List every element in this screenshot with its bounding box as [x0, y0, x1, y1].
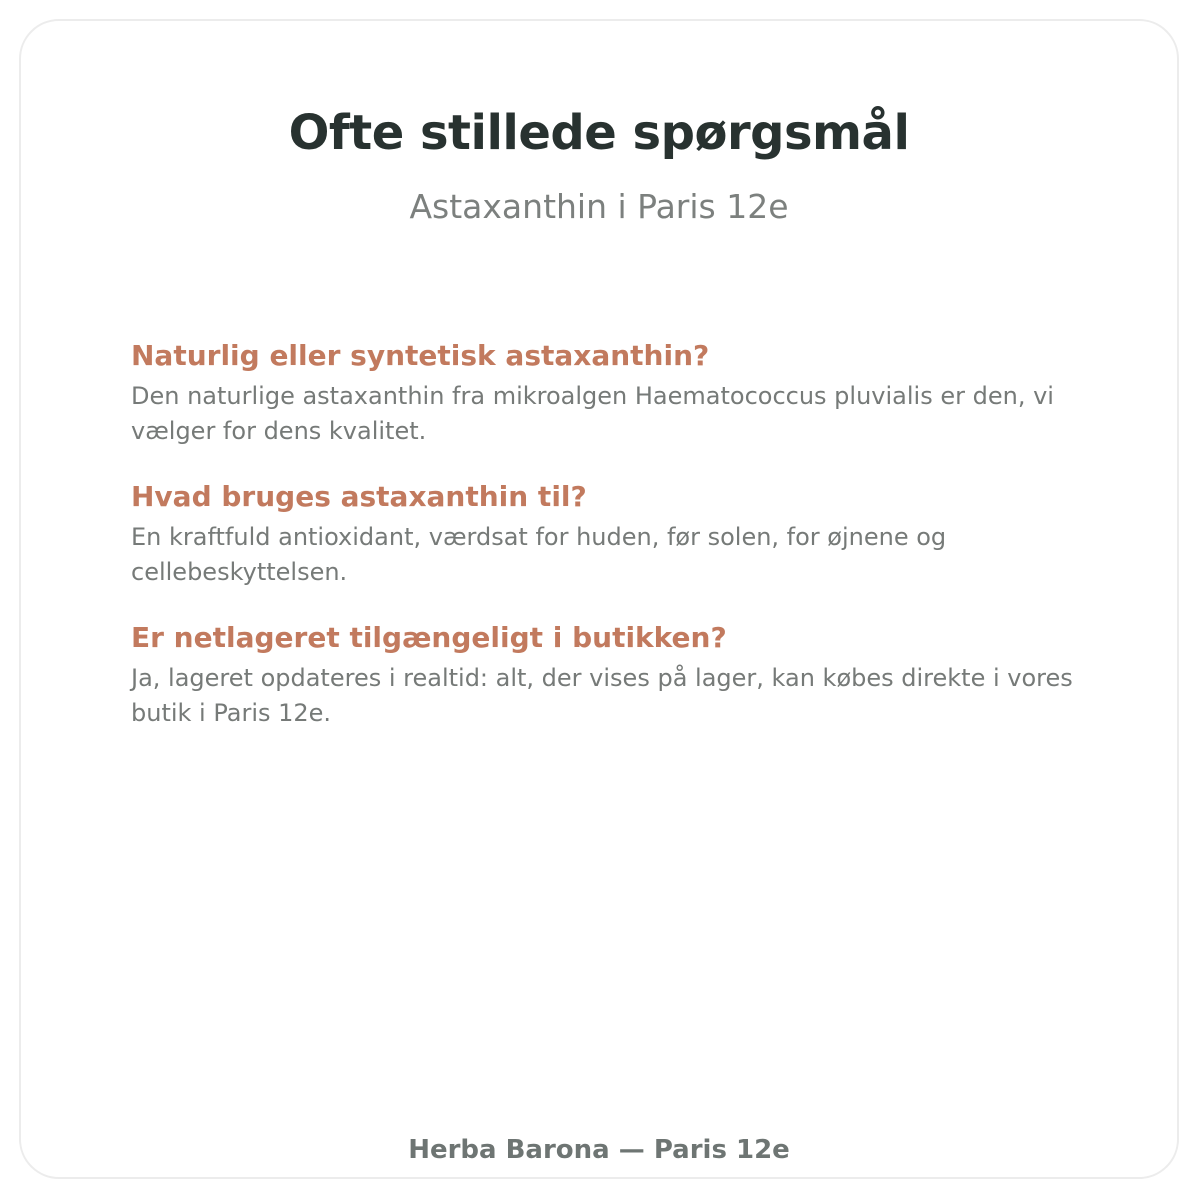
- faq-answer: Den naturlige astaxanthin fra mikroalgen Haematococcus pluvialis er den, vi vælger for dens kvalitet.: [131, 382, 1054, 445]
- faq-answer: Ja, lageret opdateres i realtid: alt, der vises på lager, kan købes direkte i vores butik i Paris 12e.: [131, 664, 1073, 727]
- footer-brand: Herba Barona — Paris 12e: [408, 1135, 790, 1165]
- page-title: Ofte stillede spørgsmål: [288, 105, 910, 161]
- faq-list: [131, 337, 1091, 760]
- faq-card: [19, 19, 1179, 1179]
- faq-question: Hvad bruges astaxanthin til?: [131, 480, 587, 513]
- faq-question: Naturlig eller syntetisk astaxanthin?: [131, 339, 710, 372]
- faq-item: [131, 619, 1091, 731]
- faq-item: [131, 478, 1091, 590]
- faq-question: Er netlageret tilgængeligt i butikken?: [131, 621, 727, 654]
- page-subtitle: Astaxanthin i Paris 12e: [409, 187, 789, 226]
- faq-answer: En kraftfuld antioxidant, værdsat for huden, før solen, for øjnene og cellebeskyttelsen.: [131, 523, 947, 586]
- faq-item: [131, 337, 1091, 449]
